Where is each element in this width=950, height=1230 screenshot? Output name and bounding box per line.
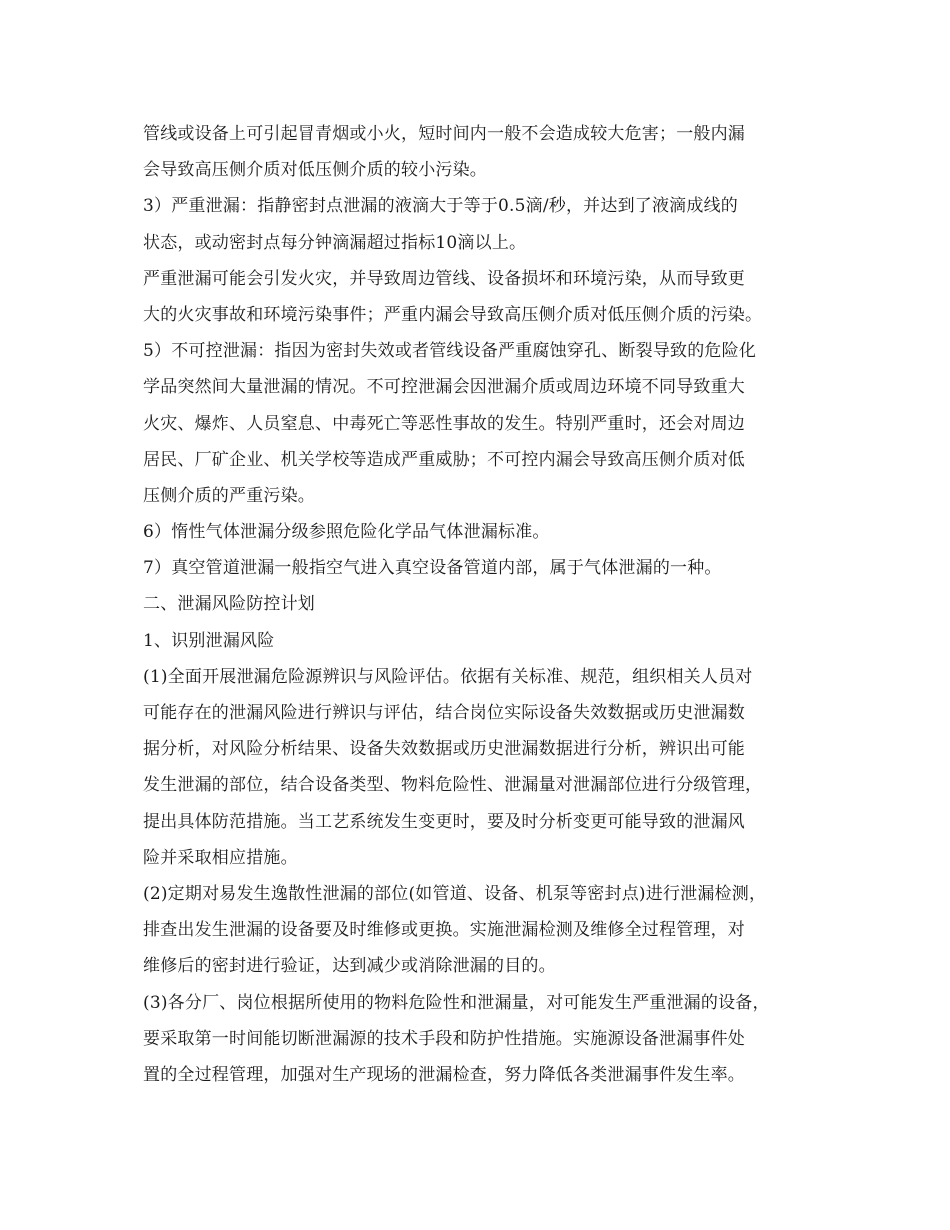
text-line: 严重泄漏可能会引发火灾，并导致周边管线、设备损坏和环境污染，从而导致更: [143, 268, 745, 289]
text-line: 可能存在的泄漏风险进行辨识与评估，结合岗位实际设备失效数据或历史泄漏数: [143, 703, 745, 723]
text-line: (3)各分厂、岗位根据所使用的物料危险性和泄漏量，对可能发生严重泄漏的设备，: [143, 992, 770, 1013]
text-line: 要采取第一时间能切断泄漏源的技术手段和防护性措施。实施源设备泄漏事件处: [143, 1028, 745, 1049]
text-line: 火灾、爆炸、人员窒息、中毒死亡等恶性事故的发生。特别严重时，还会对周边: [143, 413, 745, 434]
document-body: [143, 116, 813, 1093]
text-line: 居民、厂矿企业、机关学校等造成严重威胁；不可控内漏会导致高压侧介质对低: [143, 449, 745, 470]
text-line: 险并采取相应措施。: [143, 847, 298, 868]
text-line: 7）真空管道泄漏一般指空气进入真空设备管道内部，属于气体泄漏的一种。: [143, 558, 722, 579]
text-line: 压侧介质的严重污染。: [143, 485, 315, 506]
section-heading: 二、泄漏风险防控计划: [143, 594, 315, 615]
text-line: 维修后的密封进行验证，达到减少或消除泄漏的目的。: [143, 956, 556, 977]
text-line: 大的火灾事故和环境污染事件；严重内漏会导致高压侧介质对低压侧介质的污染。: [143, 304, 763, 325]
subsection-heading: 1、识别泄漏风险: [143, 630, 275, 651]
text-line: 发生泄漏的部位，结合设备类型、物料危险性、泄漏量对泄漏部位进行分级管理，: [143, 775, 763, 796]
text-line: 管线或设备上可引起冒青烟或小火，短时间内一般不会造成较大危害；一般内漏: [143, 124, 745, 144]
text-line: 5）不可控泄漏：指因为密封失效或者管线设备严重腐蚀穿孔、断裂导致的危险化: [143, 341, 757, 362]
text-line: 学品突然间大量泄漏的情况。不可控泄漏会因泄漏介质或周边环境不同导致重大: [143, 377, 745, 398]
text-line: (1)全面开展泄漏危险源辨识与风险评估。依据有关标准、规范，组织相关人员对: [143, 666, 753, 687]
text-line: 状态，或动密封点每分钟滴漏超过指标10滴以上。: [143, 232, 527, 253]
text-line: 据分析，对风险分析结果、设备失效数据或历史泄漏数据进行分析，辨识出可能: [143, 739, 745, 760]
text-line: 6）惰性气体泄漏分级参照危险化学品气体泄漏标准。: [143, 522, 550, 543]
text-line: 置的全过程管理，加强对生产现场的泄漏检查，努力降低各类泄漏事件发生率。: [143, 1064, 745, 1085]
text-line: 会导致高压侧介质对低压侧介质的较小污染。: [143, 160, 487, 181]
text-line: 3）严重泄漏：指静密封点泄漏的液滴大于等于0.5滴/秒，并达到了液滴成线的: [143, 196, 738, 217]
text-line: 提出具体防范措施。当工艺系统发生变更时，要及时分析变更可能导致的泄漏风: [143, 811, 745, 832]
text-line: (2)定期对易发生逸散性泄漏的部位(如管道、设备、机泵等密封点)进行泄漏检测，: [143, 883, 767, 904]
text-line: 排查出发生泄漏的设备要及时维修或更换。实施泄漏检测及维修全过程管理，对: [143, 920, 745, 941]
